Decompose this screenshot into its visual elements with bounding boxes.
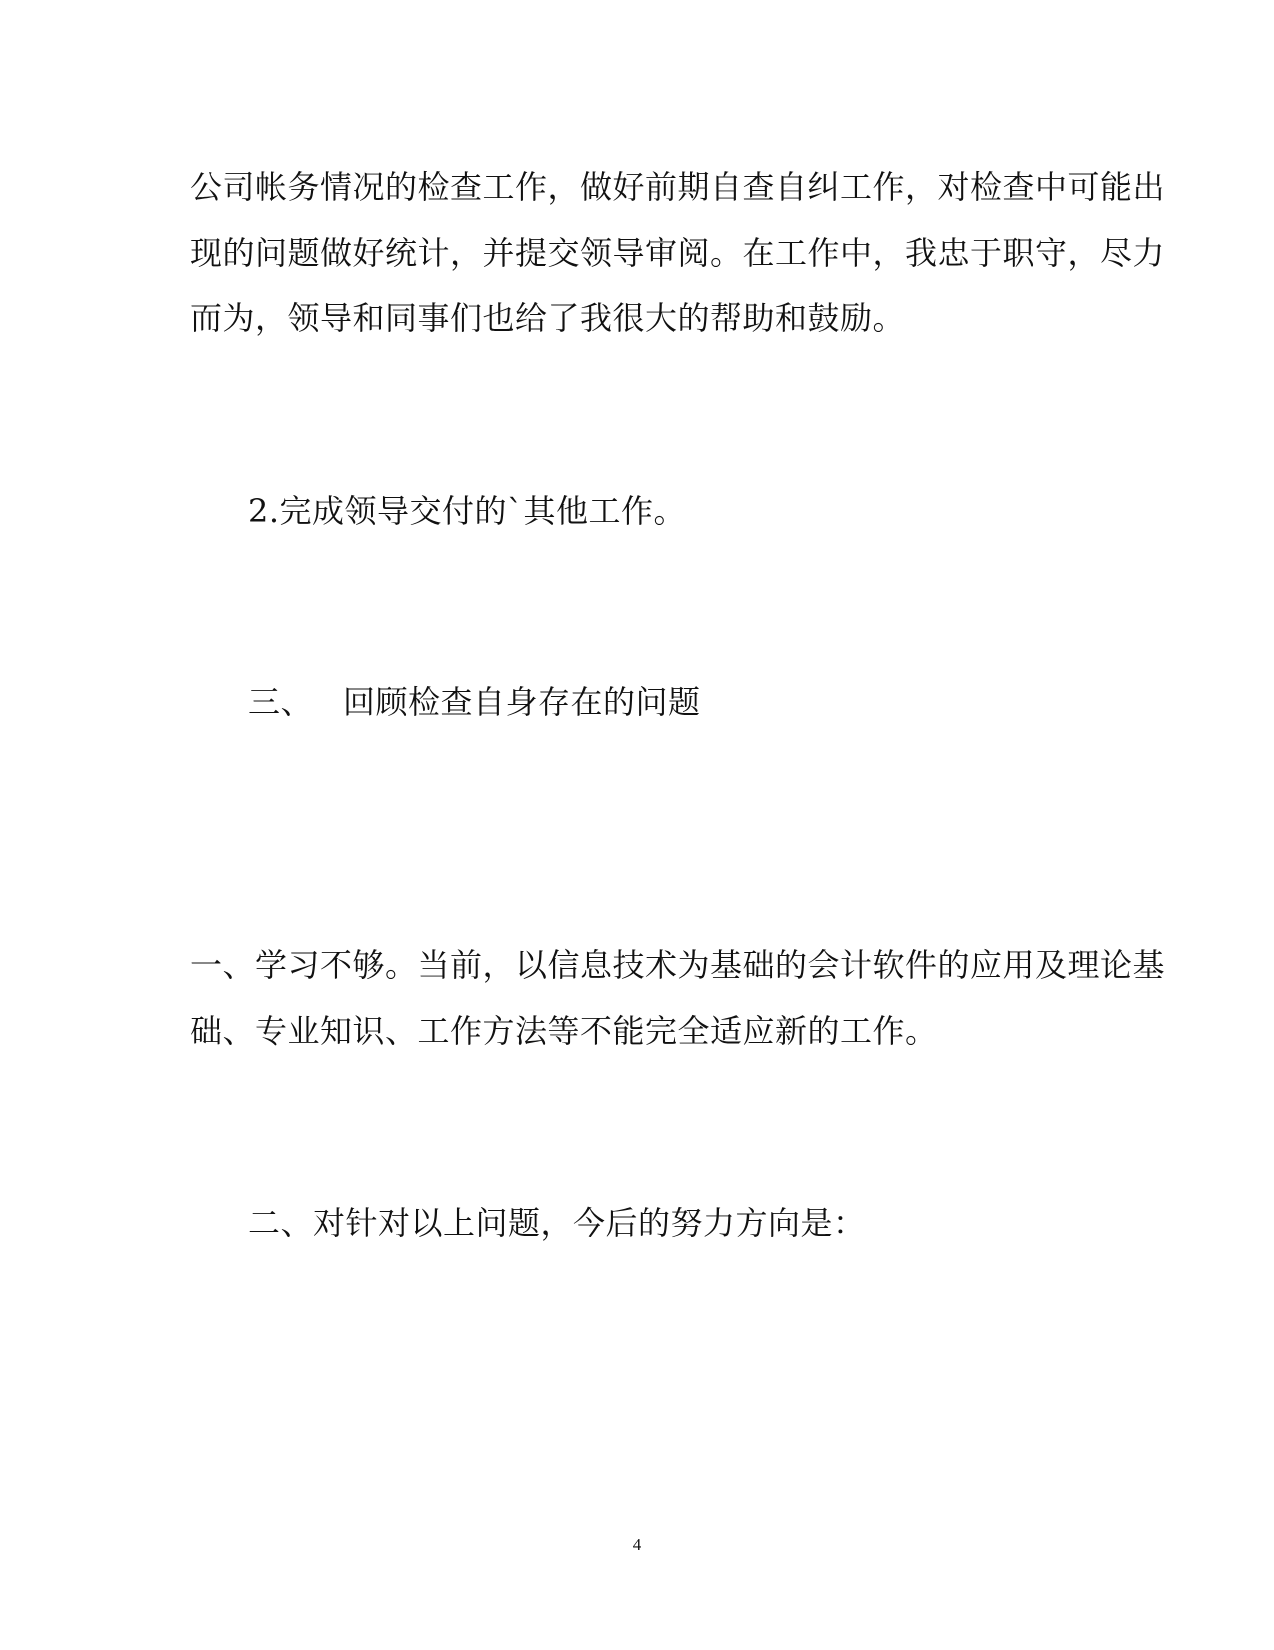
paragraph-line: 而为，领导和同事们也给了我很大的帮助和鼓励。 bbox=[190, 299, 906, 337]
paragraph-line: 二、对针对以上问题，今后的努力方向是： bbox=[248, 1204, 866, 1242]
list-item-2: 2.完成领导交付的`其他工作。 bbox=[248, 492, 687, 530]
section-heading bbox=[248, 682, 701, 722]
paragraph-line: 一、学习不够。当前，以信息技术为基础的会计软件的应用及理论基 bbox=[190, 946, 1166, 984]
paragraph-line: 现的问题做好统计，并提交领导审阅。在工作中，我忠于职守，尽力 bbox=[190, 234, 1166, 272]
section-heading-number: 三、 bbox=[248, 683, 314, 721]
paragraph-line: 公司帐务情况的检查工作，做好前期自查自纠工作，对检查中可能出 bbox=[190, 168, 1166, 206]
page-number: 4 bbox=[632, 1535, 642, 1554]
section-heading-title: 回顾检查自身存在的问题 bbox=[343, 683, 701, 721]
paragraph-line: 础、专业知识、工作方法等不能完全适应新的工作。 bbox=[190, 1012, 938, 1050]
